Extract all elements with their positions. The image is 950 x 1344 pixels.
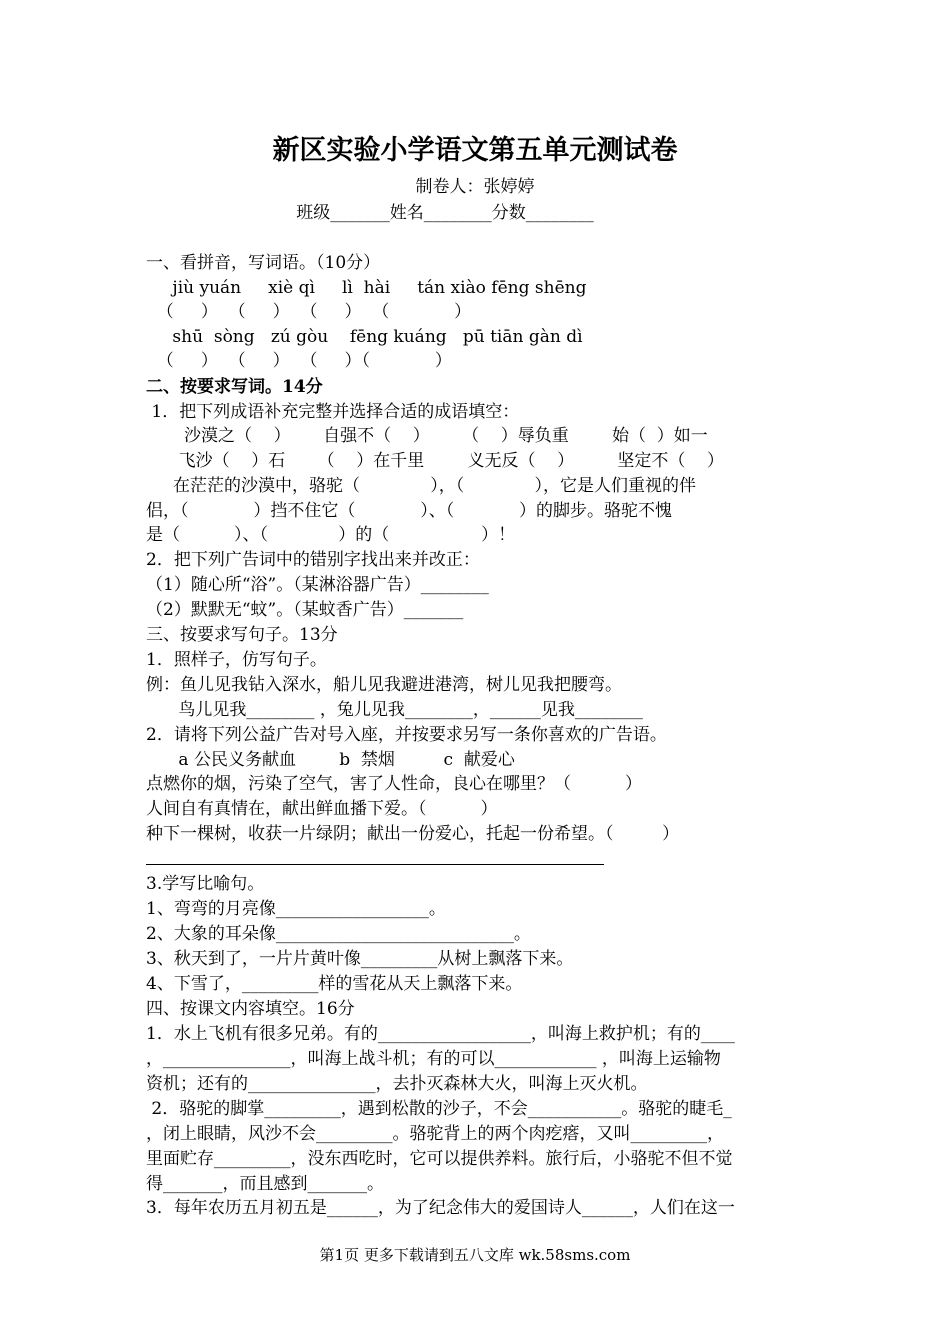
fill-line-6: 里面贮存_________，没东西吃时，它可以提供养料。旅行后，小骆驼不但不觉 [146, 1149, 733, 1169]
simile-1: 1、弯弯的月亮像__________________。 [146, 899, 446, 919]
simile-2: 2、大象的耳朵像____________________________。 [146, 924, 531, 944]
fill-line-8: 3．每年农历五月初五是______，为了纪念伟大的爱国诗人______，人们在这一 [146, 1198, 735, 1218]
passage-line-3: 是（ ）、（ ）的（ ）！ [146, 525, 516, 545]
passage-line-2: 侣，（ ）挡不住它（ ）、（ ）的脚步。骆驼不愧 [146, 501, 673, 521]
ad-item-1: （1）随心所“浴”。（某淋浴器广告）________ [146, 575, 489, 595]
page-footer: 第1页 更多下载请到五八文库 wk.58sms.com [319, 1246, 631, 1264]
question-3-3: 3.学写比喻句。 [146, 874, 265, 894]
idiom-row-1: 沙漠之（ ） 自强不（ ） （ ）辱负重 始（ ）如一 [130, 426, 708, 446]
fill-line-5: ，闭上眼睛，风沙不会_________。骆驼背上的两个肉疙瘩，又叫_________， [146, 1124, 724, 1144]
ad-options: a 公民义务献血 b 禁烟 c 献爱心 [146, 750, 515, 770]
passage-line-1: 在茫茫的沙漠中，骆驼（ ），（ ），它是人们重视的伴 [146, 476, 697, 496]
question-3-2: 2．请将下列公益广告对号入座，并按要求另写一条你喜欢的广告语。 [146, 725, 667, 745]
ad-slogan-1: 点燃你的烟，污染了空气，害了人性命，良心在哪里？（ ） [146, 774, 643, 794]
page-title: 新区实验小学语文第五单元测试卷 [272, 135, 678, 166]
question-3-1: 1．照样子，仿写句子。 [146, 650, 327, 670]
fill-line-1: 1．水上飞机有很多兄弟。有的__________________，叫海上救护机；有的____ [146, 1024, 735, 1044]
fill-line-3: 资机；还有的_______________，去扑灭森林大火，叫海上灭火机。 [146, 1074, 648, 1094]
student-info-line: 班级_______姓名________分数________ [296, 203, 594, 223]
example-sentence: 例：鱼儿见我钻入深水，船儿见我避进港湾，树儿见我把腰弯。 [146, 675, 622, 695]
section-1-heading: 一、看拼音，写词语。（10分） [146, 253, 381, 273]
simile-3: 3、秋天到了，一片片黄叶像_________从树上飘落下来。 [146, 949, 574, 969]
fill-line-4: 2．骆驼的脚掌_________，遇到松散的沙子，不会___________。骆驼的睫毛_ [146, 1099, 732, 1119]
fill-line-7: 得_______，而且感到_______。 [146, 1174, 384, 1194]
question-2-1: 1．把下列成语补充完整并选择合适的成语填空： [146, 402, 520, 422]
ad-slogan-3: 种下一棵树，收获一片绿阴；献出一份爱心，托起一份希望。（ ） [146, 824, 680, 844]
ad-item-2: （2）默默无“蚊”。（某蚊香广告）_______ [146, 600, 464, 620]
author-line: 制卷人：张婷婷 [415, 177, 535, 197]
pinyin-row-2: shū sòng zú gòu fēng kuáng pū tiān gàn dì [140, 327, 583, 347]
section-3-heading: 三、按要求写句子。13分 [146, 625, 338, 645]
section-4-heading: 四、按课文内容填空。16分 [146, 999, 355, 1019]
imitate-sentence: 鸟儿见我________ ，兔儿见我________，______见我________ [146, 700, 643, 720]
pinyin-row-1: jiù yuán xiè qì lì hài tán xiào fēng shēng [140, 278, 587, 298]
ad-slogan-2: 人间自有真情在，献出鲜血播下爱。（ ） [146, 799, 498, 819]
answer-brackets-row-2: （ ） （ ） （ ）（ ） [146, 351, 452, 371]
answer-brackets-row-1: （ ） （ ） （ ） （ ） [146, 302, 472, 322]
simile-4: 4、下雪了，_________样的雪花从天上飘落下来。 [146, 974, 523, 994]
section-2-heading: 二、按要求写词。14分 [146, 377, 323, 397]
answer-line [146, 864, 604, 865]
fill-line-2: ，_______________，叫海上战斗机；有的可以____________ ，叫海上运输物 [146, 1049, 721, 1069]
question-2-2: 2．把下列广告词中的错别字找出来并改正： [146, 550, 480, 570]
idiom-row-2: 飞沙（ ）石 （ ）在千里 义无反（ ） 坚定不（ ） [130, 451, 724, 471]
